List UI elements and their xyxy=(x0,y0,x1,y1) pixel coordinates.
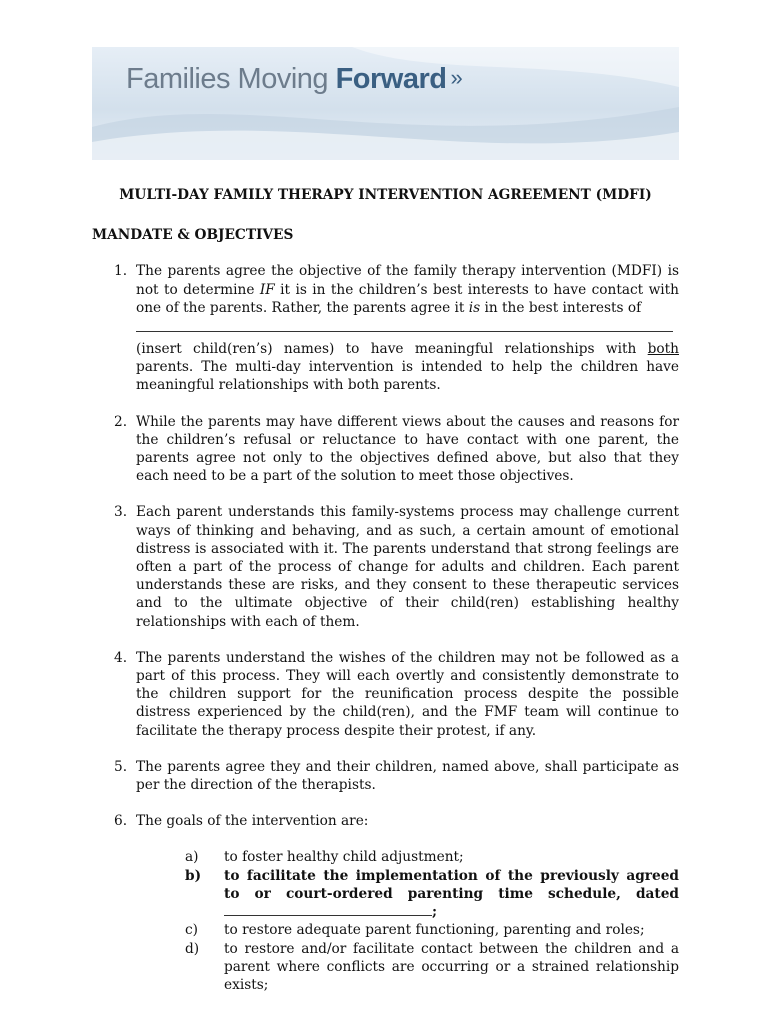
goal-label: b) xyxy=(185,867,202,884)
agreement-item-6 xyxy=(92,812,679,994)
goal-text: to facilitate the implementation of the previously agreed to or court-ordered parenting time schedule, dated xyxy=(224,867,679,902)
item1-emphasis-is: is xyxy=(468,299,481,316)
agreement-item-5 xyxy=(92,758,679,794)
item3-text: Each parent understands this family-systems process may challenge current ways of thinking and behaving, and as such, a certain amount of emotional distress is associated with it. The parents understand that strong feelings are often a part of the process of change for adults and children. Each parent understands these are risks, and they consent to these therapeutic services and to the ultimate objective of their child(ren) establishing healthy relationships with each of them. xyxy=(136,504,679,630)
item5-text: The parents agree they and their children, named above, shall participate as per the direction of the therapists. xyxy=(136,758,679,794)
item1-text-d: (insert child(ren’s) names) to have meaningful relationships with xyxy=(136,341,648,358)
item-number: 5. xyxy=(114,758,128,775)
agreement-item-1 xyxy=(92,262,679,394)
schedule-date-blank-line[interactable] xyxy=(224,903,432,916)
header-banner xyxy=(92,47,679,160)
goal-text: to foster healthy child adjustment; xyxy=(224,849,464,866)
chevron-right-icon: » xyxy=(450,65,463,90)
brand-word-forward: Forward xyxy=(335,63,447,95)
brand-word-moving: Moving xyxy=(237,63,329,95)
item1-underline-both: both xyxy=(647,341,679,358)
item4-text: The parents understand the wishes of the children may not be followed as a part of this process. They will each overtly and consistently demonstrate to the children support for the reunification process despite the possible distress experienced by the child(ren), and the FMF team will continue to facilitate the therapy process despite their protest, if any. xyxy=(136,649,679,739)
item1-text-b: it is in the children’s best interests to have contact with one of the parents. Rather, the parents agree it xyxy=(136,281,679,316)
item6-text: The goals of the intervention are: xyxy=(136,813,369,830)
brand-word-families: Families xyxy=(126,63,230,95)
item-number: 2. xyxy=(114,413,128,430)
item-number: 1. xyxy=(114,263,128,280)
item-number: 4. xyxy=(114,649,128,666)
item-number: 3. xyxy=(114,504,128,521)
item2-text: While the parents may have different views about the causes and reasons for the children’s refusal or reluctance to have contact with one parent, the parents agree not only to the objectives defined above, but also that they each need to be a part of the solution to meet those objectives. xyxy=(136,413,679,485)
document-body xyxy=(92,186,679,1012)
goal-label: c) xyxy=(185,922,199,939)
goal-item-d xyxy=(136,940,679,995)
agreement-list xyxy=(92,262,679,994)
goal-label: d) xyxy=(185,940,200,957)
goal-text: to restore adequate parent functioning, parenting and roles; xyxy=(224,922,645,939)
goal-item-a xyxy=(136,848,679,866)
item-number: 6. xyxy=(114,813,128,830)
item1-text-e: parents. The multi-day intervention is intended to help the children have meaningful relationships with both parents. xyxy=(136,359,679,394)
agreement-item-2 xyxy=(92,413,679,486)
item1-emphasis-if: IF xyxy=(259,281,275,298)
agreement-item-4 xyxy=(92,649,679,740)
agreement-item-3 xyxy=(92,503,679,630)
item1-text-a: The parents agree the objective of the family therapy intervention (MDFI) is not to determine xyxy=(136,263,679,298)
item1-text-c: in the best interests of xyxy=(480,299,642,316)
goal-item-c xyxy=(136,921,679,939)
document-title: MULTI-DAY FAMILY THERAPY INTERVENTION AGREEMENT (MDFI) xyxy=(119,187,652,203)
goals-list xyxy=(136,848,679,994)
goal-text: to restore and/or facilitate contact between the children and a parent where conflicts are occurring or a strained relationship exists; xyxy=(224,940,679,993)
goal-item-b xyxy=(136,867,679,922)
section-heading: MANDATE & OBJECTIVES xyxy=(92,227,294,244)
goal-tail: ; xyxy=(432,904,438,921)
brand-logo xyxy=(126,63,462,96)
child-names-blank-line[interactable] xyxy=(136,317,673,332)
goal-label: a) xyxy=(185,849,199,866)
